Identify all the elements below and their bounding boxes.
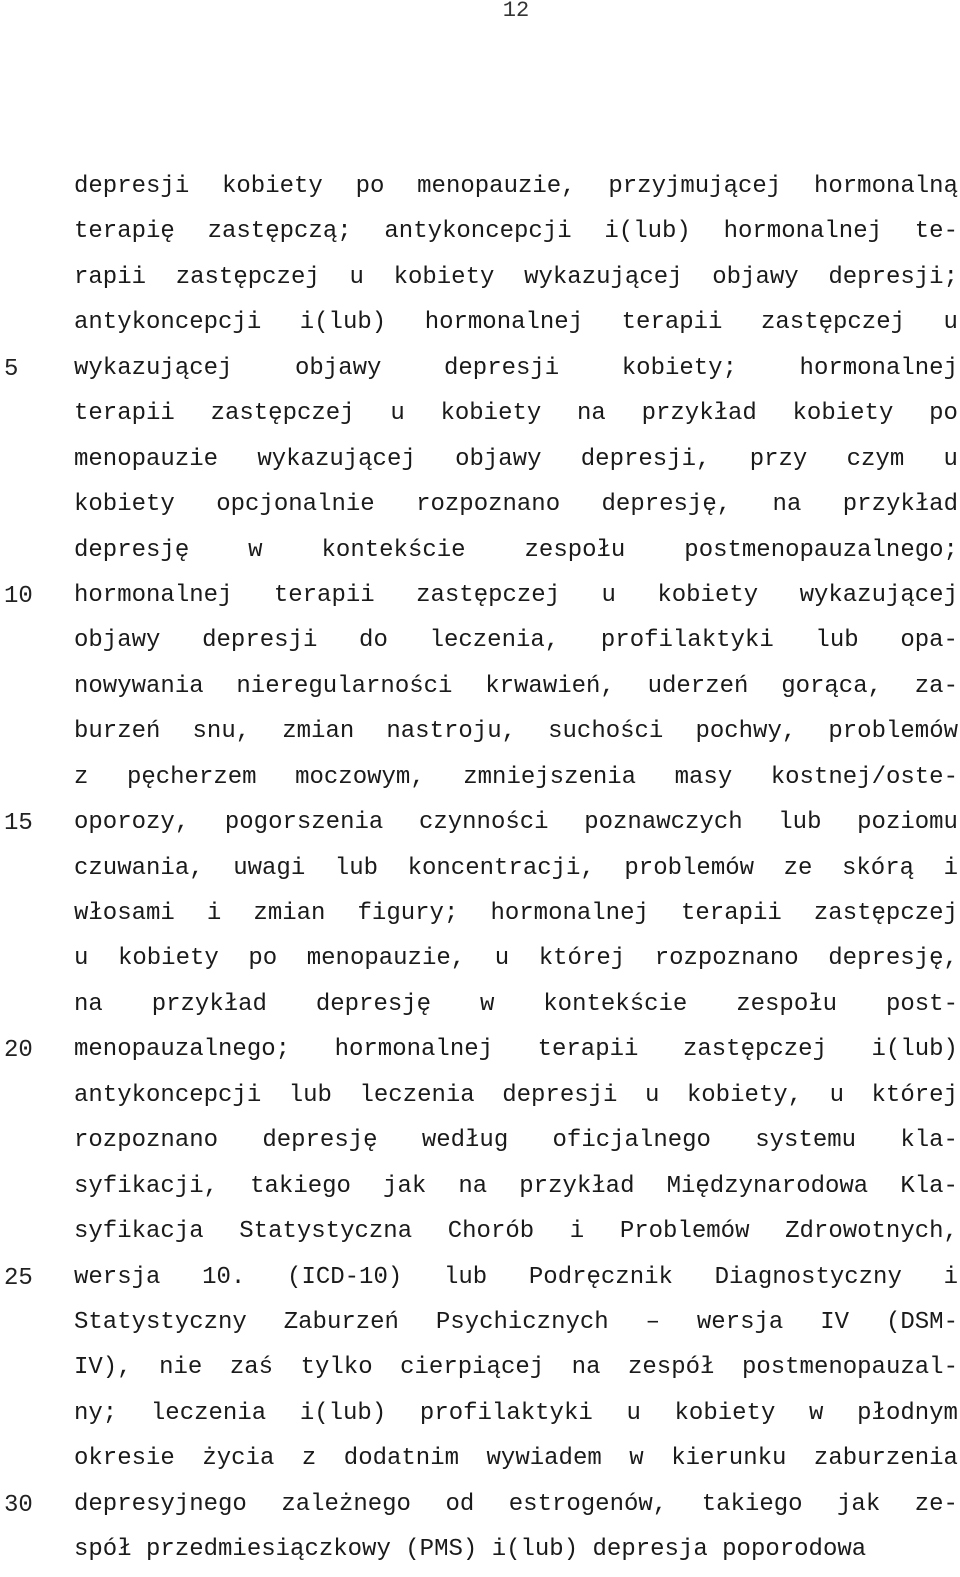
- text-word: i(lub): [299, 1399, 387, 1427]
- text-word: kontekście: [321, 536, 466, 564]
- text-word: leczenia: [359, 1081, 475, 1109]
- text-word: poziomu: [857, 809, 958, 837]
- text-word: i(lub): [871, 1036, 958, 1064]
- text-word: wykazującej: [257, 445, 416, 473]
- text-word: według: [421, 1127, 509, 1155]
- text-word: u: [644, 1081, 660, 1109]
- text-word: i: [569, 1218, 585, 1246]
- text-word: przyjmującej: [608, 173, 782, 200]
- text-line: [74, 395, 958, 440]
- text-word: zespołu: [736, 990, 838, 1018]
- text-word: do: [359, 627, 388, 655]
- page-number: 12: [502, 0, 530, 23]
- text-word: wersja: [74, 1263, 161, 1291]
- text-word: depresję,: [828, 945, 958, 973]
- text-word: na: [458, 1172, 488, 1200]
- text-word: depresji;: [828, 263, 958, 291]
- text-word: antykoncepcji: [384, 218, 572, 246]
- text-word: opa-: [900, 627, 958, 655]
- text-word: za-: [914, 672, 958, 700]
- text-word: depresji: [502, 1081, 618, 1109]
- text-word: leczenia,: [429, 627, 560, 655]
- text-word: kontekście: [543, 990, 688, 1018]
- text-word: syfikacja: [74, 1218, 204, 1246]
- text-word: w: [479, 990, 495, 1018]
- text-word: lub: [778, 809, 822, 837]
- text-word: czynności: [418, 809, 549, 837]
- text-word: snu,: [192, 718, 251, 746]
- text-word: zmian: [282, 718, 355, 746]
- text-word: przykład: [519, 1172, 635, 1200]
- text-word: Kla-: [900, 1172, 958, 1200]
- text-word: kobiety: [74, 491, 175, 519]
- text-word: terapię: [74, 218, 175, 246]
- text-line: [74, 1486, 958, 1531]
- text-word: rapii: [74, 263, 147, 291]
- text-word: profilaktyki: [419, 1399, 593, 1427]
- text-word: kobiety: [440, 400, 542, 428]
- text-word: menopauzie,: [417, 173, 576, 200]
- text-word: hormonalnej: [424, 309, 584, 337]
- text-word: (ICD-10): [287, 1263, 403, 1291]
- text-word: zastępczej: [416, 581, 561, 609]
- text-word: Podręcznik: [528, 1263, 673, 1291]
- text-word: terapii: [537, 1036, 639, 1064]
- text-word: kobiety: [117, 945, 219, 973]
- text-word: terapii: [680, 900, 782, 927]
- text-word: nastroju,: [386, 718, 516, 746]
- text-word: kobiety,: [686, 1081, 803, 1109]
- text-word: zastępczej: [760, 309, 906, 337]
- text-word: z: [301, 1445, 317, 1473]
- text-word: wykazującej: [524, 263, 683, 291]
- text-word: ze: [783, 854, 813, 882]
- text-word: pęcherzem: [126, 763, 257, 791]
- text-word: Psychicznych: [435, 1308, 609, 1336]
- text-line: [74, 668, 958, 713]
- text-word: krwawień,: [485, 672, 615, 700]
- text-word: jak: [837, 1490, 881, 1518]
- text-word: depresji: [202, 627, 318, 655]
- text-word: uwagi: [233, 854, 306, 882]
- document-body: [74, 168, 958, 1577]
- text-word: skórą: [842, 854, 915, 882]
- text-word: depresyjnego: [74, 1490, 247, 1518]
- text-word: czym: [846, 445, 905, 473]
- text-word: Diagnostyczny: [714, 1263, 902, 1291]
- text-word: hormonalnej: [334, 1036, 494, 1064]
- text-word: 10.: [202, 1263, 246, 1291]
- text-word: lub: [443, 1263, 488, 1291]
- text-word: rozpoznano: [416, 491, 561, 519]
- text-word: tylko: [300, 1354, 373, 1382]
- text-line: [74, 532, 958, 577]
- text-word: zespołu: [524, 536, 626, 564]
- text-word: kobiety: [792, 400, 894, 428]
- text-word: Zaburzeń: [283, 1308, 399, 1336]
- text-word: kostnej/oste-: [770, 763, 958, 791]
- text-word: u: [390, 400, 405, 428]
- line-number-15: 15: [4, 810, 33, 837]
- text-line: [74, 1168, 958, 1213]
- text-line: [74, 986, 958, 1031]
- text-word: na: [74, 990, 103, 1018]
- text-word: Statystyczny: [74, 1308, 247, 1336]
- text-word: postmenopauzal-: [741, 1354, 958, 1382]
- text-line: [74, 850, 958, 895]
- text-word: kla-: [900, 1127, 958, 1155]
- text-word: na: [577, 400, 606, 428]
- text-word: włosami: [74, 900, 175, 927]
- text-word: postmenopauzalnego;: [684, 536, 958, 564]
- text-word: życia: [202, 1445, 275, 1473]
- text-word: Międzynarodowa: [666, 1172, 869, 1200]
- text-line: [74, 1304, 958, 1349]
- text-word: zależnego: [281, 1490, 411, 1518]
- text-word: pogorszenia: [224, 809, 384, 837]
- text-line: [74, 304, 958, 349]
- text-word: menopauzie,: [306, 945, 466, 973]
- text-word: zmian: [253, 900, 326, 927]
- text-word: dodatnim: [343, 1445, 460, 1473]
- text-line: [74, 713, 958, 758]
- text-line: [74, 1077, 958, 1122]
- text-word: u: [349, 263, 364, 291]
- text-word: hormonalną: [813, 173, 958, 200]
- text-word: zaburzenia: [813, 1445, 958, 1473]
- line-number-10: 10: [4, 583, 33, 610]
- text-word: post-: [885, 990, 958, 1018]
- text-word: przykład: [842, 491, 958, 519]
- text-word: terapii: [74, 400, 175, 428]
- text-word: pochwy,: [695, 718, 797, 746]
- text-word: nie: [159, 1354, 203, 1382]
- text-word: której: [871, 1081, 958, 1109]
- text-word: antykoncepcji: [74, 309, 262, 337]
- text-word: nieregularności: [236, 672, 453, 700]
- text-word: ze-: [914, 1490, 958, 1518]
- text-line: [74, 895, 958, 940]
- text-word: przykład: [151, 990, 267, 1018]
- text-word: u: [829, 1081, 845, 1109]
- text-word: czuwania,: [74, 854, 204, 882]
- text-word: oficjalnego: [552, 1127, 711, 1155]
- text-word: Statystyczna: [239, 1218, 413, 1246]
- text-word: kobiety: [221, 173, 323, 200]
- text-word: objawy: [712, 263, 799, 291]
- text-word: wersja: [696, 1308, 784, 1336]
- text-word: IV: [820, 1308, 850, 1336]
- text-word: menopauzie: [74, 445, 219, 473]
- text-line: [74, 1531, 958, 1576]
- text-word: syfikacji,: [74, 1172, 219, 1200]
- text-line: [74, 350, 958, 395]
- text-word: jak: [383, 1172, 427, 1200]
- text-word: uderzeń: [647, 672, 749, 700]
- text-word: kobiety;: [621, 354, 737, 382]
- text-word: w: [809, 1399, 824, 1427]
- text-word: –: [645, 1308, 660, 1336]
- text-word: (DSM-: [885, 1308, 958, 1336]
- text-word: Chorób: [447, 1218, 535, 1246]
- text-line: [74, 804, 958, 849]
- text-word: problemów: [624, 854, 755, 882]
- text-word: ny;: [74, 1399, 118, 1427]
- text-line: [74, 577, 958, 622]
- text-word: depresji: [443, 354, 560, 382]
- text-line: [74, 259, 958, 304]
- text-line: [74, 1259, 958, 1304]
- text-word: menopauzalnego;: [74, 1036, 291, 1064]
- text-line: [74, 1440, 958, 1485]
- text-word: objawy: [74, 627, 161, 655]
- text-word: zespół: [628, 1354, 715, 1382]
- text-word: takiego: [250, 1172, 351, 1200]
- text-line: [74, 940, 958, 985]
- text-word: burzeń: [74, 718, 161, 746]
- text-word: z: [74, 763, 89, 791]
- text-word: opcjonalnie: [216, 491, 375, 519]
- text-word: kobiety: [393, 263, 495, 291]
- text-line: [74, 759, 958, 804]
- text-word: poporodowa: [722, 1536, 867, 1564]
- text-word: i(lub): [491, 1536, 593, 1564]
- text-word: na: [571, 1354, 601, 1382]
- text-word: profilaktyki: [600, 627, 774, 655]
- text-word: u: [943, 445, 958, 473]
- text-line: [74, 1395, 958, 1440]
- text-word: wywiadem: [486, 1445, 602, 1473]
- line-number-25: 25: [4, 1265, 33, 1292]
- text-word: estrogenów,: [508, 1490, 668, 1518]
- text-word: płodnym: [857, 1399, 958, 1427]
- text-word: u: [494, 945, 510, 973]
- text-word: u: [943, 309, 958, 337]
- text-word: w: [248, 536, 263, 564]
- text-word: antykoncepcji: [74, 1081, 262, 1109]
- text-word: depresję: [315, 990, 432, 1018]
- text-word: po: [355, 173, 385, 200]
- text-word: u: [74, 945, 89, 973]
- text-word: terapii: [621, 309, 723, 337]
- text-word: objawy: [295, 354, 382, 382]
- text-word: masy: [674, 763, 733, 791]
- text-line: [74, 1031, 958, 1076]
- text-word: systemu: [755, 1127, 857, 1155]
- text-word: po: [248, 945, 278, 973]
- text-word: i: [943, 854, 958, 882]
- text-word: przykład: [641, 400, 757, 428]
- text-word: Zdrowotnych,: [785, 1218, 958, 1246]
- text-word: której: [538, 945, 626, 973]
- text-word: zaś: [229, 1354, 274, 1382]
- text-word: te-: [914, 218, 958, 246]
- text-word: zastępczej: [682, 1036, 827, 1064]
- text-word: wykazującej: [799, 581, 958, 609]
- text-word: depresję: [74, 536, 190, 564]
- text-word: kierunku: [671, 1445, 787, 1473]
- text-word: na: [772, 491, 802, 519]
- text-word: (PMS): [405, 1536, 492, 1564]
- text-word: i(lub): [604, 218, 691, 246]
- text-line: [74, 441, 958, 486]
- text-word: hormonalnej: [74, 581, 233, 609]
- text-word: przy: [749, 445, 808, 473]
- text-word: kobiety: [657, 581, 759, 609]
- text-line: [74, 213, 958, 258]
- text-word: hormonalnej: [799, 354, 958, 382]
- text-word: i: [943, 1263, 958, 1291]
- text-word: u: [601, 581, 616, 609]
- text-word: zastępczej: [175, 263, 320, 291]
- text-word: lub: [815, 627, 859, 655]
- text-word: zmniejszenia: [463, 763, 637, 791]
- text-word: objawy: [455, 445, 542, 473]
- text-word: u: [626, 1399, 641, 1427]
- text-word: zastępczej: [210, 400, 355, 428]
- line-number-5: 5: [4, 356, 19, 383]
- text-word: IV),: [74, 1354, 132, 1382]
- text-word: Problemów: [619, 1218, 750, 1246]
- text-word: spół: [74, 1536, 147, 1564]
- text-word: oporozy,: [74, 809, 190, 837]
- text-word: moczowym,: [295, 763, 425, 791]
- text-word: nowywania: [74, 672, 204, 700]
- line-number-20: 20: [4, 1037, 33, 1064]
- text-word: depresję: [262, 1127, 378, 1155]
- text-word: poznawczych: [584, 809, 743, 837]
- text-word: suchości: [548, 718, 664, 746]
- text-word: przedmiesiączkowy: [146, 1536, 406, 1564]
- text-word: koncentracji,: [407, 854, 595, 882]
- text-word: od: [445, 1490, 475, 1518]
- text-word: hormonalnej: [723, 218, 883, 246]
- text-word: depresja: [592, 1536, 723, 1564]
- text-word: figury;: [357, 900, 459, 927]
- text-line: [74, 168, 958, 213]
- text-line: [74, 1122, 958, 1167]
- text-word: gorąca,: [781, 672, 883, 700]
- line-number-30: 30: [4, 1492, 33, 1519]
- text-word: okresie: [74, 1445, 175, 1473]
- text-word: depresji,: [580, 445, 711, 473]
- text-word: rozpoznano: [74, 1127, 219, 1155]
- text-word: lub: [288, 1081, 332, 1109]
- text-word: leczenia: [150, 1399, 267, 1427]
- text-word: w: [629, 1445, 644, 1473]
- text-line: [74, 622, 958, 667]
- text-word: depresji: [74, 173, 190, 200]
- text-word: zastępczej: [813, 900, 958, 927]
- text-word: terapii: [273, 581, 375, 609]
- text-word: wykazującej: [74, 354, 233, 382]
- text-line: [74, 1213, 958, 1258]
- text-word: kobiety: [674, 1399, 776, 1427]
- text-word: hormonalnej: [490, 900, 649, 927]
- text-word: problemów: [828, 718, 958, 746]
- text-word: depresję,: [601, 491, 732, 519]
- text-word: lub: [334, 854, 379, 882]
- text-word: zastępczą;: [207, 218, 352, 246]
- text-line: [74, 1349, 958, 1394]
- text-word: takiego: [701, 1490, 803, 1518]
- text-word: i: [206, 900, 222, 927]
- text-word: cierpiącej: [400, 1354, 545, 1382]
- text-word: i(lub): [299, 309, 387, 337]
- text-word: rozpoznano: [654, 945, 799, 973]
- text-word: po: [929, 400, 958, 428]
- text-line: [74, 486, 958, 531]
